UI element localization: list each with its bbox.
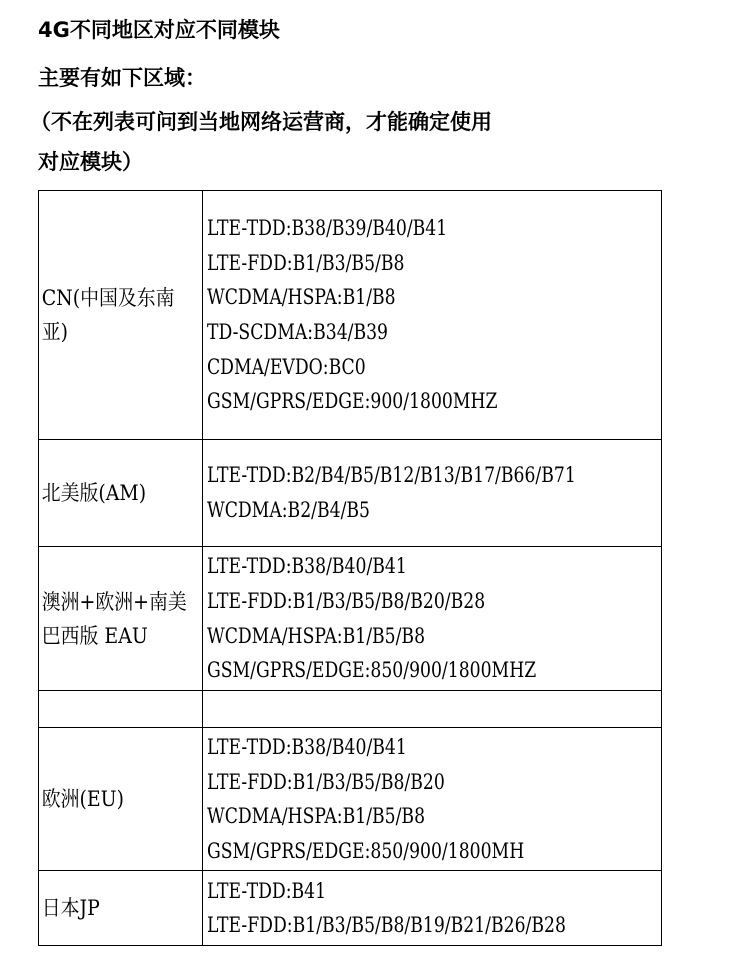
table-row-eu [39,728,662,871]
bands-cell-am [203,440,662,547]
band-line: LTE-TDD:B38/B40/B41 [207,554,407,579]
table-row-jp [39,871,662,946]
band-line: LTE-TDD:B2/B4/B5/B12/B13/B17/B66/B71 [207,463,576,488]
band-line: LTE-TDD:B41 [207,878,327,903]
region-cell-eu [39,728,203,871]
band-line: WCDMA/HSPA:B1/B5/B8 [207,804,426,829]
band-line: GSM/GPRS/EDGE:850/900/1800MH [207,838,525,863]
bands-cell-eu [203,728,662,871]
table-row-empty [39,691,662,728]
band-line: LTE-FDD:B1/B3/B5/B8/B19/B21/B26/B28 [207,913,566,938]
bands-cell-cn [203,191,662,440]
table-row-am [39,440,662,547]
region-name-jp: 日本JP [41,896,100,921]
region-band-table [38,190,662,946]
band-line: LTE-TDD:B38/B39/B40/B41 [207,216,448,241]
region-name-eau: 澳洲+欧洲+南美巴西版 EAU [41,589,187,648]
table-row-eau [39,547,662,691]
band-line: WCDMA:B2/B4/B5 [207,498,370,522]
region-name-am: 北美版(AM) [41,481,147,505]
band-line: LTE-FDD:B1/B3/B5/B8/B20/B28 [207,588,486,613]
region-cell-cn [39,191,203,440]
band-line: LTE-FDD:B1/B3/B5/B8/B20 [207,769,445,794]
band-line: WCDMA/HSPA:B1/B8 [207,285,396,310]
bands-cell-jp [203,871,662,946]
region-cell-jp [39,871,203,946]
table-row-cn [39,191,662,440]
document-subtitle: 主要有如下区域： [38,66,206,90]
region-cell-eau [39,547,203,691]
empty-cell-left [39,691,203,728]
region-name-cn: CN(中国及东南亚) [41,286,175,344]
note-line-2: 对应模块） [38,150,143,174]
note-line-1: （不在列表可问到当地网络运营商，才能确定使用 [30,110,492,134]
band-line: TD-SCDMA:B34/B39 [207,320,389,344]
band-line: LTE-TDD:B38/B40/B41 [207,735,407,759]
band-line: GSM/GPRS/EDGE:850/900/1800MHZ [207,658,537,683]
band-line: CDMA/EVDO:BC0 [207,354,366,379]
band-line: LTE-FDD:B1/B3/B5/B8 [207,250,405,275]
band-line: GSM/GPRS/EDGE:900/1800MHZ [207,389,498,414]
empty-cell-right [203,691,662,728]
region-cell-am [39,440,203,547]
band-line: WCDMA/HSPA:B1/B5/B8 [207,623,426,648]
document-title: 4G不同地区对应不同模块 [38,18,280,42]
bands-cell-eau [203,547,662,691]
region-name-eu: 欧洲(EU) [41,787,124,812]
